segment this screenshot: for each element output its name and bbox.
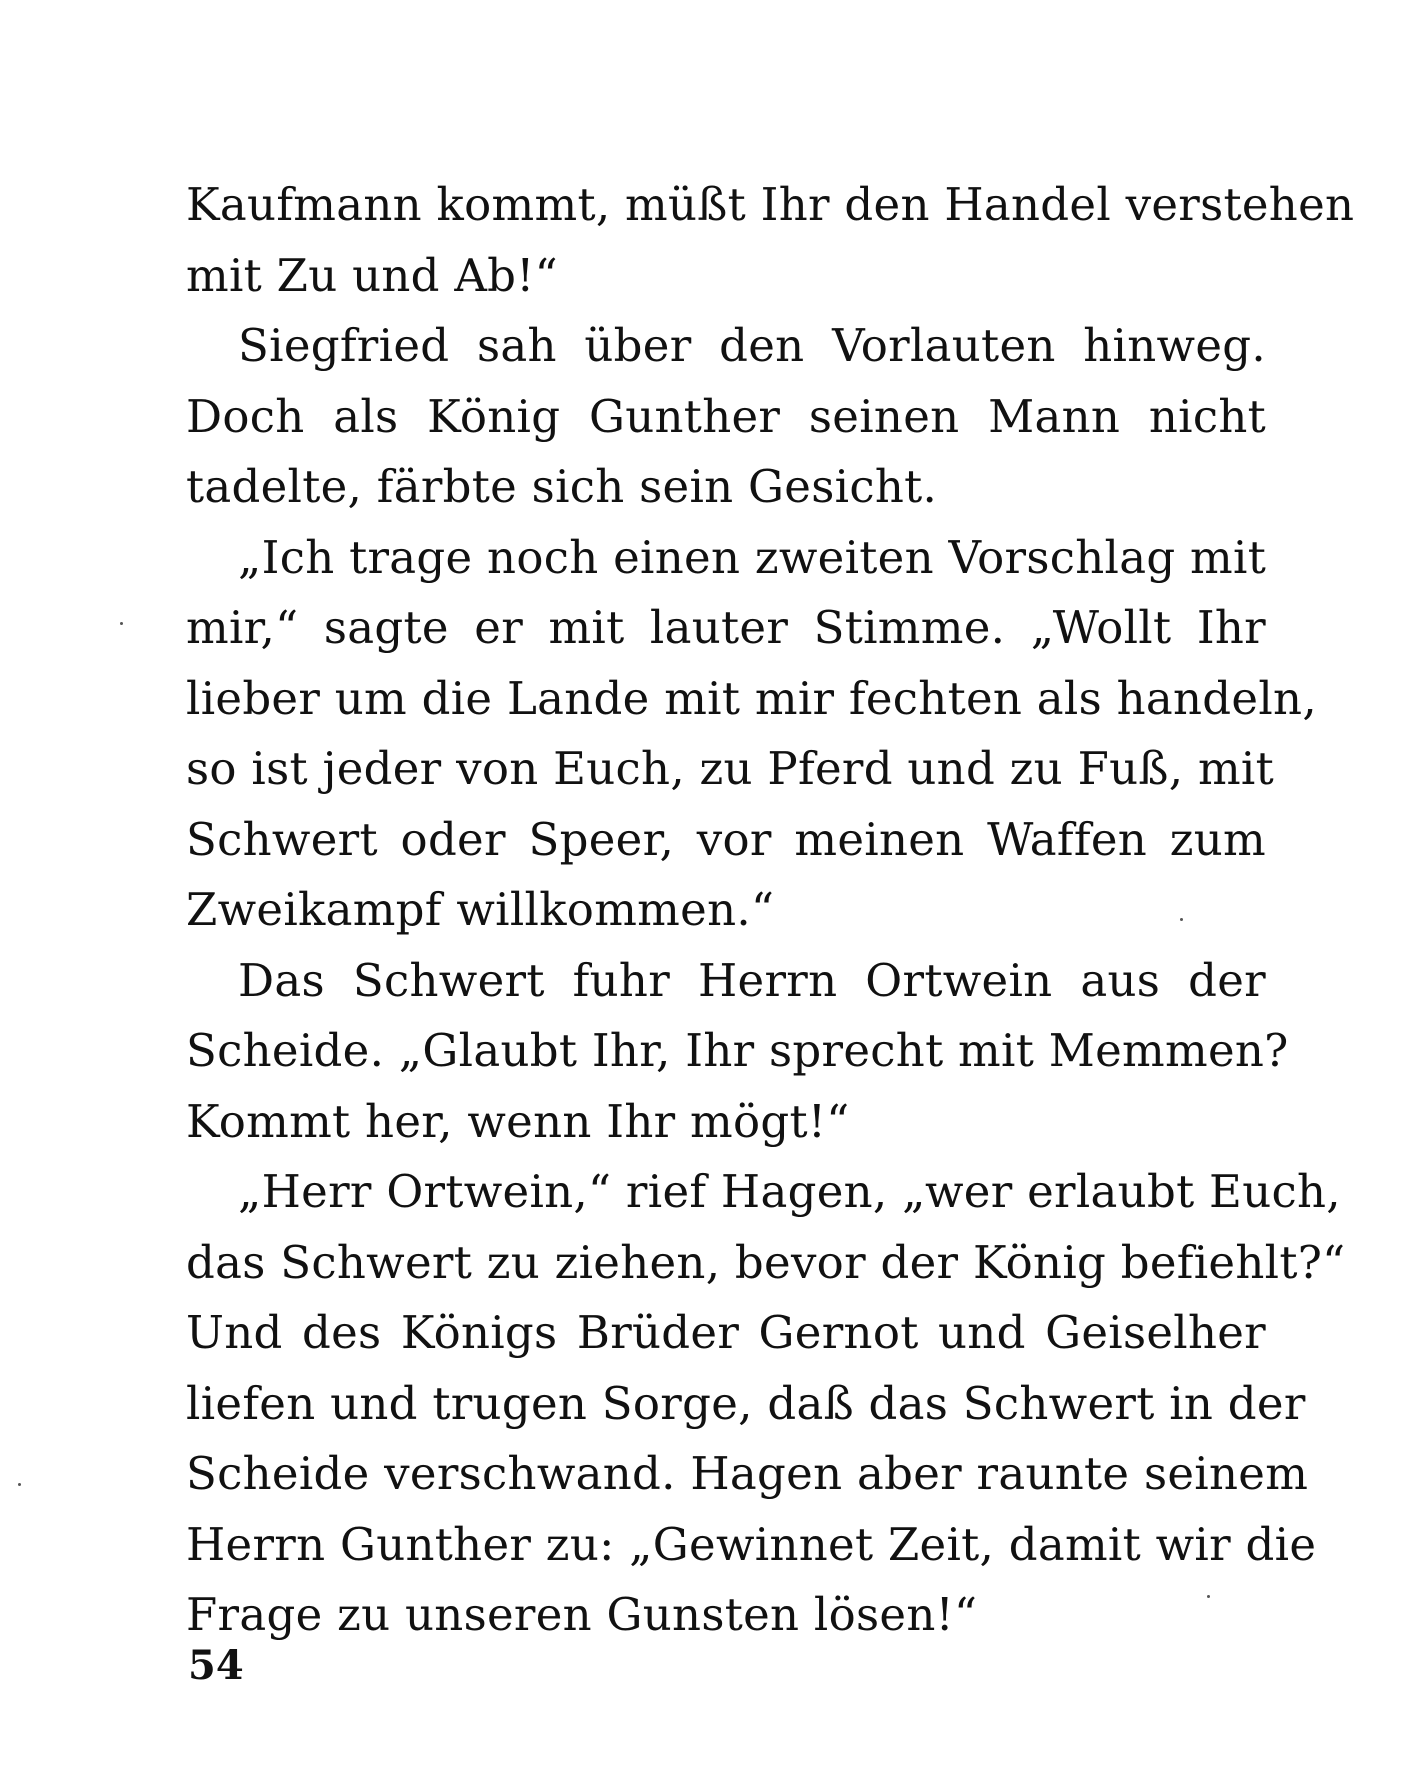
text-line: mit Zu und Ab!“ (186, 248, 558, 302)
scan-speck (18, 1483, 21, 1486)
scan-speck (1180, 918, 1183, 921)
text-line: das Schwert zu ziehen, bevor der König befiehlt?“ (186, 1235, 1346, 1289)
scan-speck (120, 622, 123, 625)
text-line: tadelte, färbte sich sein Gesicht. (186, 460, 938, 513)
text-line: Scheide verschwand. Hagen aber raunte seinem (186, 1447, 1309, 1500)
text-line: Siegfried sah über den Vorlauten hinweg. (238, 319, 1266, 372)
scan-speck (1207, 1595, 1210, 1598)
text-line: Und des Königs Brüder Gernot und Geiselher (186, 1306, 1266, 1359)
text-line: Herrn Gunther zu: „Gewinnet Zeit, damit wir die (186, 1517, 1317, 1571)
text-line: Das Schwert fuhr Herrn Ortwein aus der (238, 953, 1266, 1007)
text-line: Frage zu unseren Gunsten lösen!“ (186, 1588, 978, 1641)
text-line: „Herr Ortwein,“ rief Hagen, „wer erlaubt Euch, (238, 1165, 1341, 1218)
text-line: Schwert oder Speer, vor meinen Waffen zum (186, 812, 1266, 866)
body-text (186, 170, 1355, 1651)
text-line: Kommt her, wenn Ihr mögt!“ (186, 1094, 850, 1148)
text-line: Doch als König Gunther seinen Mann nicht (186, 389, 1266, 443)
text-line: liefen und trugen Sorge, daß das Schwert in der (186, 1376, 1306, 1430)
text-line: Scheide. „Glaubt Ihr, Ihr sprecht mit Memmen? (186, 1024, 1289, 1077)
text-line: so ist jeder von Euch, zu Pferd und zu Fuß, mit (186, 742, 1274, 795)
page-number: 54 (188, 1642, 244, 1689)
text-line: „Ich trage noch einen zweiten Vorschlag mit (238, 530, 1267, 584)
text-line: Kaufmann kommt, müßt Ihr den Handel verstehen (186, 178, 1355, 231)
text-line: Zweikampf willkommen.“ (186, 883, 775, 936)
text-line: lieber um die Lande mit mir fechten als handeln, (186, 671, 1317, 725)
text-line: mir,“ sagte er mit lauter Stimme. „Wollt Ihr (186, 601, 1266, 654)
